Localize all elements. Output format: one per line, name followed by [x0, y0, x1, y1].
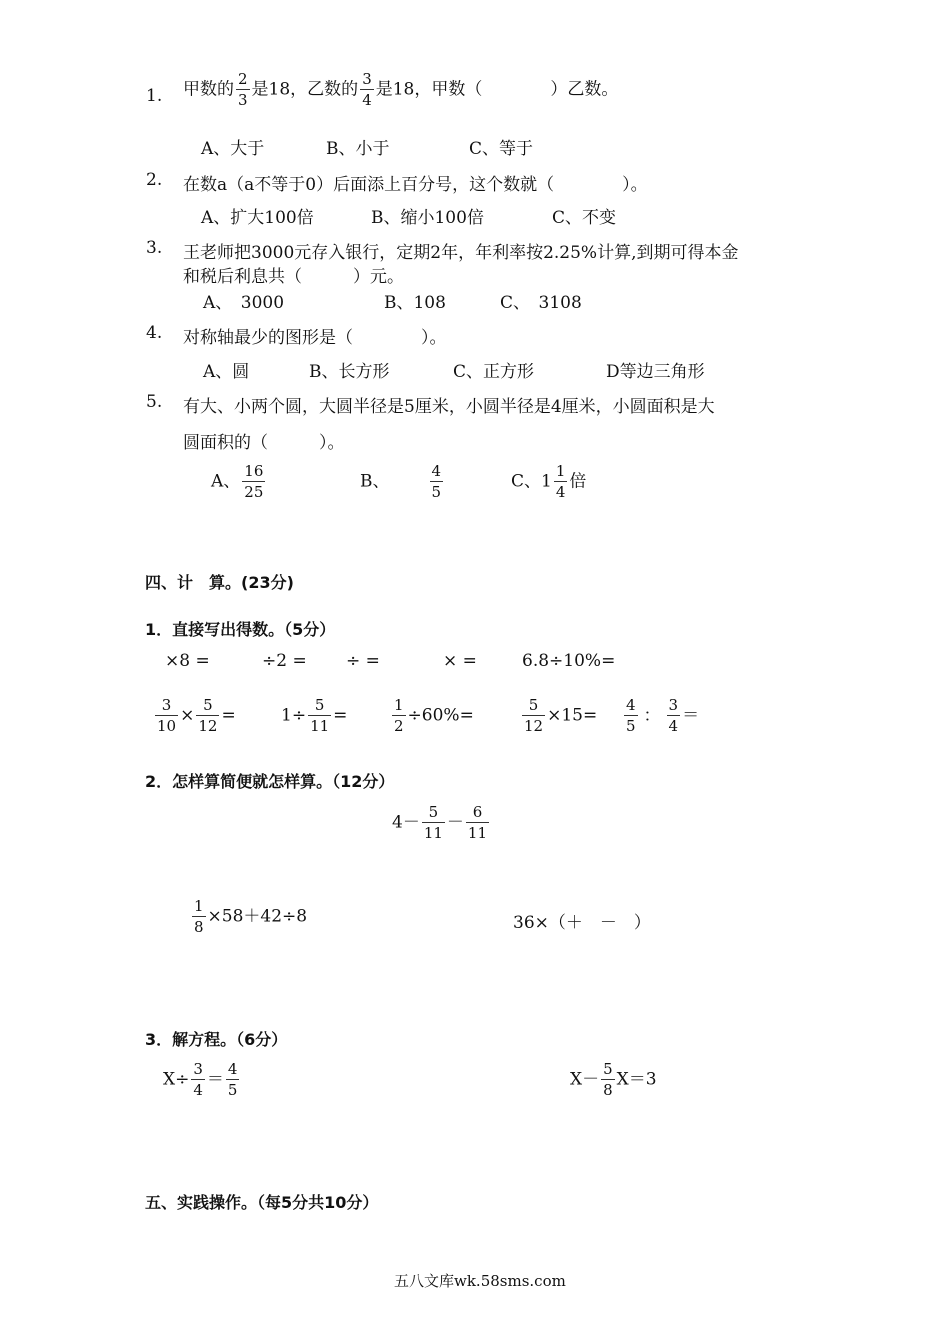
q2-text: 在数a（a不等于0）后面添上百分号，这个数就（ ）。 [183, 175, 648, 195]
q5-option-b: B、 $\frac{4}{5}$ [360, 462, 442, 501]
expression: 4－ $\frac{5}{11}$ － $\frac{6}{11}$ [392, 803, 488, 842]
section4-sub3: 3．解方程。（6分） [145, 1030, 288, 1049]
calc-item: $\frac{1}{2}$ ÷60%= [394, 696, 474, 735]
expression: $\frac{1}{8}$ ×58＋42÷8 [194, 897, 308, 936]
calc-item: $\frac{5}{12}$ ×15= [524, 696, 598, 735]
q1-option-b: B、小于 [326, 139, 390, 159]
q3-option-c: C、 3108 [500, 293, 582, 313]
q5-line2: 圆面积的（ ）。 [183, 433, 345, 453]
q3-option-b: B、108 [384, 293, 446, 313]
q1-option-c: C、等于 [469, 139, 534, 159]
q1-number: 1. [146, 86, 163, 106]
fraction: $\frac{16}{25}$ [244, 462, 264, 501]
q5-number: 5. [146, 392, 163, 412]
calc-item: $\frac{4}{5}$ ： $\frac{3}{4}$ ＝ [626, 696, 700, 735]
section4-sub1: 1．直接写出得数。（5分） [145, 620, 336, 639]
calc-item: ÷ = [346, 651, 380, 671]
equation: X－ $\frac{5}{8}$ X＝3 [570, 1060, 657, 1099]
q5-line1: 有大、小两个圆，大圆半径是5厘米，小圆半径是4厘米，小圆面积是大 [183, 397, 715, 417]
calc-item: ÷2 = [262, 651, 307, 671]
calc-item: ×8 = [165, 651, 210, 671]
q2-number: 2. [146, 170, 163, 190]
calc-item: 6.8÷10%= [522, 651, 616, 671]
q4-option-c: C、正方形 [453, 362, 535, 382]
equation: X÷ $\frac{3}{4}$ ＝ $\frac{4}{5}$ [163, 1060, 238, 1099]
q2-option-a: A、扩大100倍 [201, 208, 314, 228]
q1-text: 甲数的 $\frac{2}{3}$ 是18，乙数的 $\frac{3}{4}$ 是18，甲数（ ）乙数。 [183, 70, 619, 109]
q5-option-a: A、 $\frac{16}{25}$ [211, 462, 264, 501]
q4-option-d: D等边三角形 [606, 362, 705, 382]
expression: 36×（＋ － ） [513, 913, 651, 933]
q3-option-a: A、 3000 [203, 293, 285, 313]
q3-number: 3. [146, 238, 163, 258]
calc-item: $\frac{3}{10}$ × $\frac{5}{12}$ = [157, 696, 236, 735]
q4-option-b: B、长方形 [309, 362, 390, 382]
footer-watermark: 五八文库wk.58sms.com [394, 1272, 566, 1290]
fraction: $\frac{1}{4}$ [555, 462, 566, 501]
section5-title: 五、实践操作。（每5分共10分） [145, 1193, 379, 1212]
fraction: $\frac{4}{5}$ [431, 462, 442, 501]
q1-option-a: A、大于 [201, 139, 265, 159]
q2-option-c: C、不变 [552, 208, 617, 228]
q3-line2: 和税后利息共（ ）元。 [183, 267, 404, 287]
q5-option-c: C、1 $\frac{1}{4}$ 倍 [511, 462, 587, 501]
q4-text: 对称轴最少的图形是（ ）。 [183, 328, 447, 348]
fraction: $\frac{2}{3}$ [238, 70, 248, 109]
q2-option-b: B、缩小100倍 [371, 208, 484, 228]
q3-line1: 王老师把3000元存入银行，定期2年，年利率按2.25%计算,到期可得本金 [183, 243, 739, 263]
calc-item: × = [443, 651, 477, 671]
q4-option-a: A、圆 [203, 362, 250, 382]
fraction: $\frac{3}{4}$ [362, 70, 372, 109]
q4-number: 4. [146, 323, 163, 343]
calc-item: 1÷ $\frac{5}{11}$ = [281, 696, 348, 735]
section4-title: 四、计 算。(23分) [145, 573, 294, 592]
section4-sub2: 2．怎样算简便就怎样算。（12分） [145, 772, 395, 791]
